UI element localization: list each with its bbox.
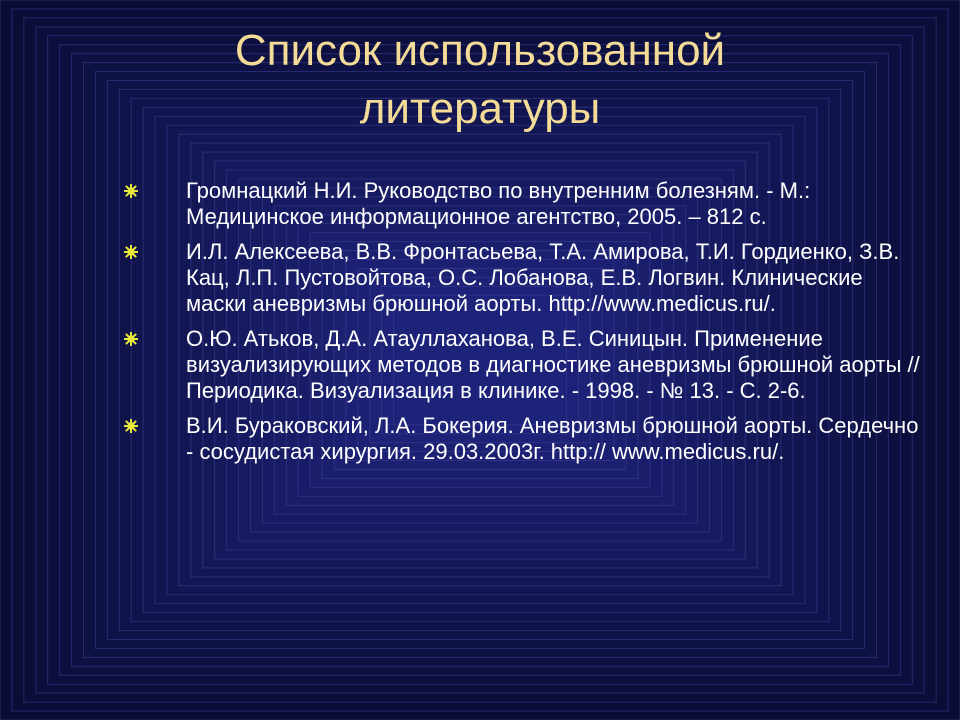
- reference-item: [120, 178, 920, 230]
- sun-bullet-icon: [124, 419, 138, 433]
- sun-bullet-icon: [124, 184, 138, 198]
- title-line-1: Список использованной: [234, 26, 726, 75]
- reference-item: [120, 413, 920, 465]
- reference-item: [120, 326, 920, 404]
- sun-bullet-icon: [124, 245, 138, 259]
- title-line-2: литературы: [359, 84, 601, 133]
- reference-text: И.Л. Алексеева, В.В. Фронтасьева, Т.А. Амирова, Т.И. Гордиенко, З.В. Кац, Л.П. Пустовойтова, О.С. Лобанова, Е.В. Логвин. Клинические маски аневризмы брюшной аорты. http://www.medicus.ru/.: [186, 239, 900, 316]
- sun-bullet-icon: [124, 332, 138, 346]
- slide-title: [120, 22, 840, 138]
- reference-text: Громнацкий Н.И. Руководство по внутренним болезням. - М.: Медицинское информационное агентство, 2005. – 812 с.: [186, 178, 811, 229]
- reference-text: В.И. Бураковский, Л.А. Бокерия. Аневризмы брюшной аорты. Сердечно - сосудистая хирургия. 29.03.2003г. http:// www.medicus.ru/.: [186, 413, 919, 464]
- reference-item: [120, 239, 920, 317]
- reference-text: О.Ю. Атьков, Д.А. Атауллаханова, В.Е. Синицын. Применение визуализирующих методов в диагностике аневризмы брюшной аорты // Периодика. Визуализация в клинике. - 1998. - № 13. - С. 2-6.: [186, 326, 920, 403]
- reference-list: [120, 178, 920, 474]
